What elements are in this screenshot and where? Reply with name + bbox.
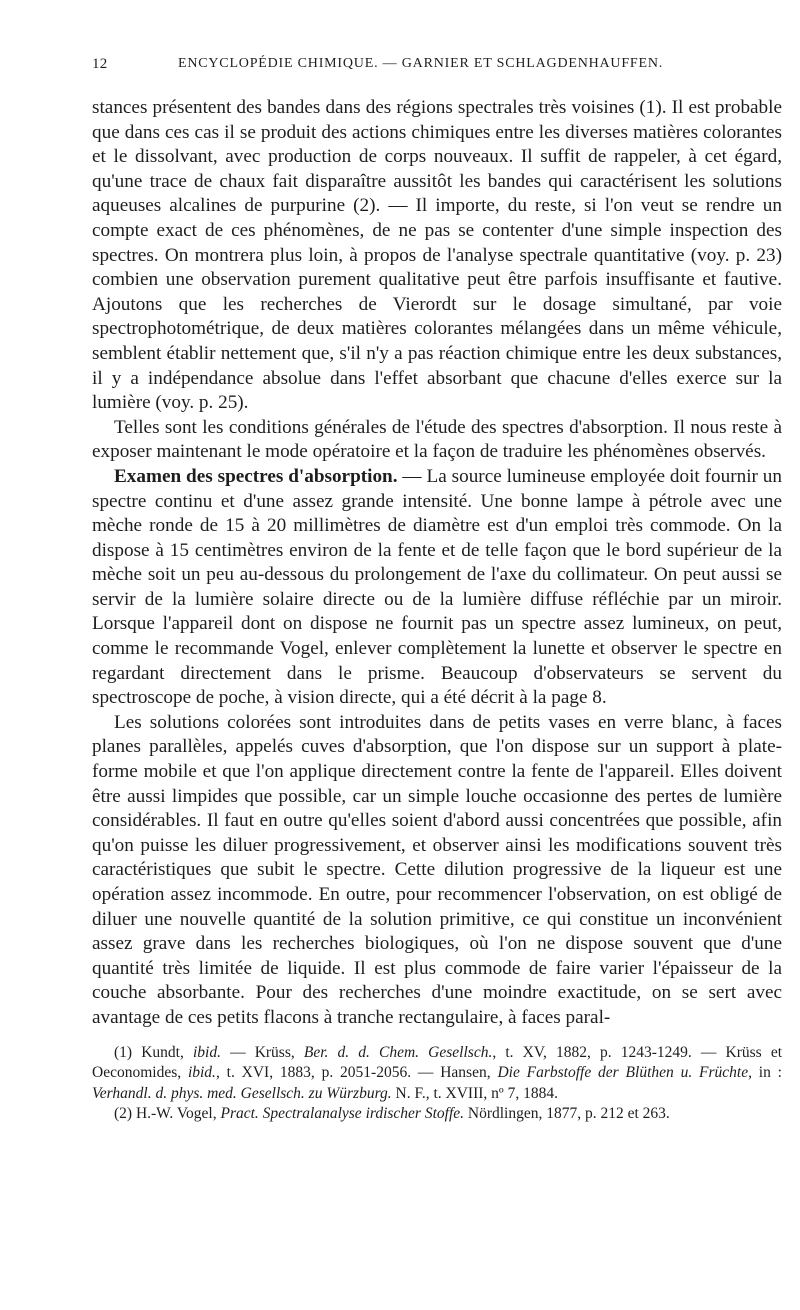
running-title: ENCYCLOPÉDIE CHIMIQUE. — GARNIER ET SCHLAGDENHAUFFEN. bbox=[178, 56, 664, 71]
paragraph-1: stances présentent des bandes dans des régions spectrales très voisines (1). Il est probable que dans ces cas il se produit des actions chimiques entre les diverses matières colorantes et le dissolvant, avec production de corps nouveaux. Il suffit de rappeler, à cet égard, qu'une trace de chaux fait disparaître aussitôt les bandes qui caractérisent les solutions aqueuses alcalines de purpurine (2). — Il importe, du reste, si l'on veut se rendre un compte exact de ces phénomènes, de ne pas se contenter d'une simple inspection des spectres. On montrera plus loin, à propos de l'analyse spectrale quantitative (voy. p. 23) combien une observation purement qualitative peut être parfois insuffisante et fautive. Ajoutons que les recherches de Vierordt sur le dosage simultané, par voie spectrophotométrique, de deux matières colorantes mélangées dans un même véhicule, semblent établir nettement que, s'il n'y a pas réaction chimique entre les deux substances, il y a indépendance absolue dans l'effet absorbant que chacune d'elles exerce sur la lumière (voy. p. 25). bbox=[92, 97, 782, 414]
footnote-2-part: Nördlingen, 1877, p. 212 et 263. bbox=[464, 1105, 670, 1123]
footnote-1-italic: Verhandl. d. phys. med. Gesellsch. zu Würzburg. bbox=[92, 1084, 392, 1102]
footnote-1-part: , t. XVI, 1883, p. 2051-2056. — Hansen, bbox=[215, 1064, 498, 1082]
paragraph-3 bbox=[92, 465, 782, 711]
document-page bbox=[92, 52, 782, 1125]
footnote-1-part: , t. XV, 1882, p. 1243-1249. — Krüss et Oeconomides, bbox=[92, 1043, 783, 1082]
footnote-2 bbox=[92, 1104, 782, 1125]
footnote-1-italic: ibid. bbox=[187, 1064, 216, 1082]
footnote-1-italic: Die Farbstoffe der Blüthen u. Früchte bbox=[497, 1064, 749, 1082]
footnote-1 bbox=[92, 1043, 782, 1105]
running-header bbox=[92, 52, 782, 82]
footnotes bbox=[92, 1043, 782, 1125]
page-number: 12 bbox=[92, 56, 108, 72]
footnote-2-part: (2) H.-W. Vogel, bbox=[114, 1105, 221, 1123]
paragraph-3-text: — La source lumineuse employée doit fournir un spectre continu et d'une assez grande intensité. Une bonne lampe à pétrole avec une mèche ronde de 15 à 20 millimètres de diamètre est d'un emploi très commode. On la dispose à 15 centimètres environ de la fente et de telle façon que le bord supérieur de la mèche soit un peu au-dessous du prolongement de l'axe du collimateur. On peut aussi se servir de la lumière solaire directe ou de la lumière diffuse réfléchie par un miroir. Lorsque l'appareil dont on dispose ne fournit pas un spectre assez lumineux, on peut, comme le recommande Vogel, enlever complètement la lunette et observer le spectre en regardant directement dans le prisme. Beaucoup d'observateurs se servent du spectroscope de poche, à vision directe, qui a été décrit à la page 8. bbox=[92, 465, 782, 709]
footnote-1-part: (1) Kundt, bbox=[114, 1043, 193, 1061]
footnote-1-italic: Ber. d. d. Chem. Gesellsch. bbox=[303, 1043, 493, 1061]
footnote-2-italic: Pract. Spectralanalyse irdischer Stoffe. bbox=[220, 1105, 465, 1123]
section-heading: Examen des spectres d'absorption. bbox=[114, 465, 398, 487]
paragraph-4: Les solutions colorées sont introduites dans de petits vases en verre blanc, à faces planes parallèles, appelés cuves d'absorption, que l'on dispose sur un support à plate-forme mobile et que l'on applique directement contre la fente de l'appareil. Elles doivent être aussi limpides que possible, car un simple louche occasionne des pertes de lumière considérables. Il faut en outre qu'elles soient d'abord aussi concentrées que possible, afin qu'on puisse les diluer progressivement, et observer ainsi les modifications souvent très caractéristiques que subit le spectre. Cette dilution progressive de la liqueur est une opération assez incommode. En outre, pour recommencer l'observation, on est obligé de diluer une nouvelle quantité de la solution primitive, ce qui constitue un inconvénient assez grave dans les recherches biologiques, où l'on ne dispose souvent que d'une quantité très limitée de liquide. Il est plus commode de faire varier l'épaisseur de la couche absorbante. Pour des recherches d'une moindre exactitude, on se sert avec avantage de ces petits flacons à tranche rectangulaire, à faces paral- bbox=[92, 711, 782, 1028]
footnote-1-part: — Krüss, bbox=[220, 1043, 304, 1061]
footnote-1-part: N. F., t. XVIII, nº 7, 1884. bbox=[391, 1084, 558, 1102]
body-text bbox=[92, 96, 782, 1031]
footnote-1-part: , in : bbox=[748, 1064, 782, 1082]
paragraph-2: Telles sont les conditions générales de l'étude des spectres d'absorption. Il nous reste à exposer maintenant le mode opératoire et la façon de traduire les phénomènes observés. bbox=[92, 416, 782, 463]
footnote-1-italic: ibid. bbox=[192, 1043, 221, 1061]
